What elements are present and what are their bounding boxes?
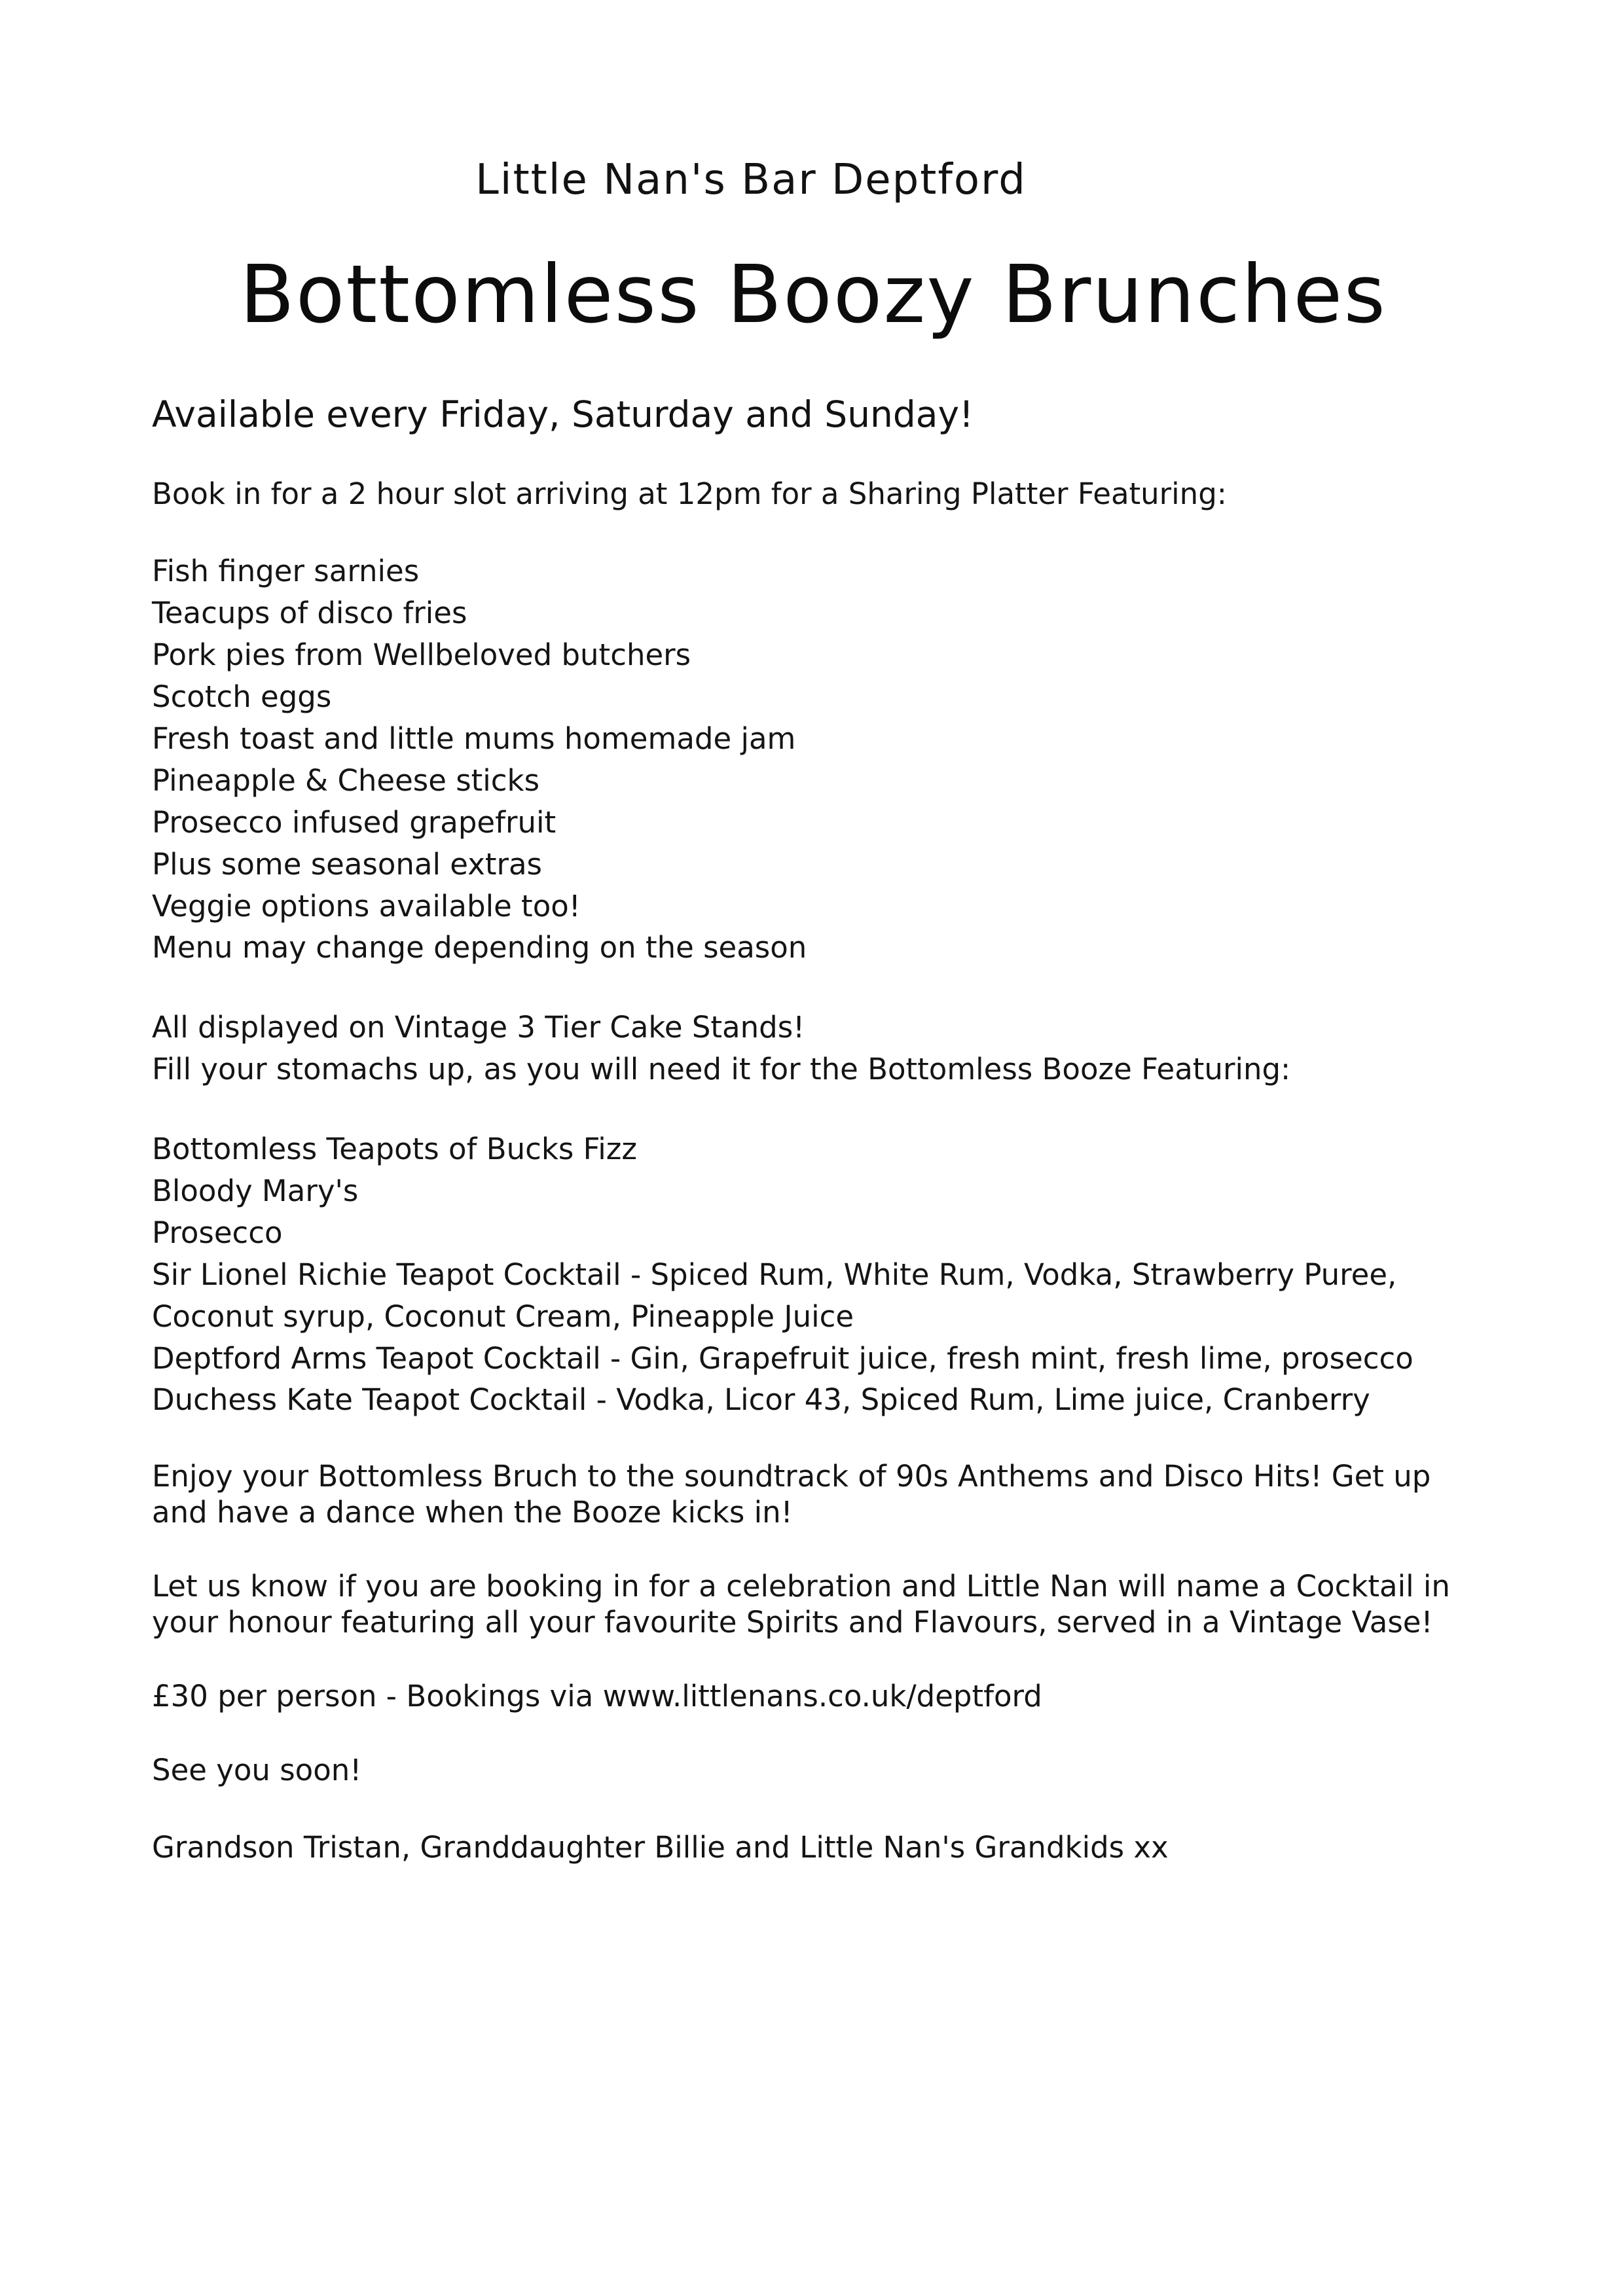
list-item: Scotch eggs: [152, 679, 332, 715]
display-note-line: All displayed on Vintage 3 Tier Cake Stands!: [152, 1010, 805, 1045]
list-item: Bottomless Teapots of Bucks Fizz: [152, 1132, 638, 1167]
list-item: Teacups of disco fries: [152, 596, 467, 631]
music-paragraph: Enjoy your Bottomless Bruch to the soundtrack of 90s Anthems and Disco Hits! Get up and have a dance when the Booze kicks in!: [152, 1459, 1431, 1530]
list-item: Fresh toast and little mums homemade jam: [152, 721, 796, 756]
display-note-line: Fill your stomachs up, as you will need it for the Bottomless Booze Featuring:: [152, 1052, 1291, 1087]
list-item: Veggie options available too!: [152, 888, 581, 924]
document-body: [152, 157, 1481, 1898]
booking-intro-paragraph: Book in for a 2 hour slot arriving at 12pm for a Sharing Platter Featuring:: [152, 476, 1227, 512]
availability-subtitle: Available every Friday, Saturday and Sunday!: [152, 393, 974, 436]
page-title: Bottomless Boozy Brunches: [240, 248, 1387, 342]
display-note-block: [152, 1007, 1481, 1090]
list-item: Pineapple & Cheese sticks: [152, 762, 540, 798]
list-item: Deptford Arms Teapot Cocktail - Gin, Grapefruit juice, fresh mint, fresh lime, prosecco: [152, 1340, 1413, 1376]
list-item: Fish finger sarnies: [152, 554, 420, 589]
venue-title: Little Nan's Bar Deptford: [475, 156, 1027, 204]
food-items-list: [152, 550, 1481, 969]
list-item: Sir Lionel Richie Teapot Cocktail - Spiced Rum, White Rum, Vodka, Strawberry Puree, Coconut syrup, Coconut Cream, Pineapple Juice: [152, 1257, 1397, 1334]
list-item: Plus some seasonal extras: [152, 846, 542, 882]
celebration-paragraph: Let us know if you are booking in for a celebration and Little Nan will name a Cocktail in your honour featuring all your favourite Spirits and Flavours, served in a Vintage Vase!: [152, 1569, 1450, 1640]
list-item: Prosecco: [152, 1215, 283, 1250]
list-item: Menu may change depending on the season: [152, 930, 807, 965]
price-and-booking-line: £30 per person - Bookings via www.littlenans.co.uk/deptford: [152, 1678, 1042, 1713]
list-item: Prosecco infused grapefruit: [152, 804, 556, 840]
list-item: Duchess Kate Teapot Cocktail - Vodka, Licor 43, Spiced Rum, Lime juice, Cranberry: [152, 1382, 1370, 1418]
closing-line: See you soon!: [152, 1752, 362, 1787]
list-item: Pork pies from Wellbeloved butchers: [152, 637, 691, 673]
signature-line: Grandson Tristan, Granddaughter Billie and Little Nan's Grandkids xx: [152, 1829, 1169, 1865]
list-item: Bloody Mary's: [152, 1173, 359, 1208]
drink-items-list: [152, 1128, 1481, 1421]
